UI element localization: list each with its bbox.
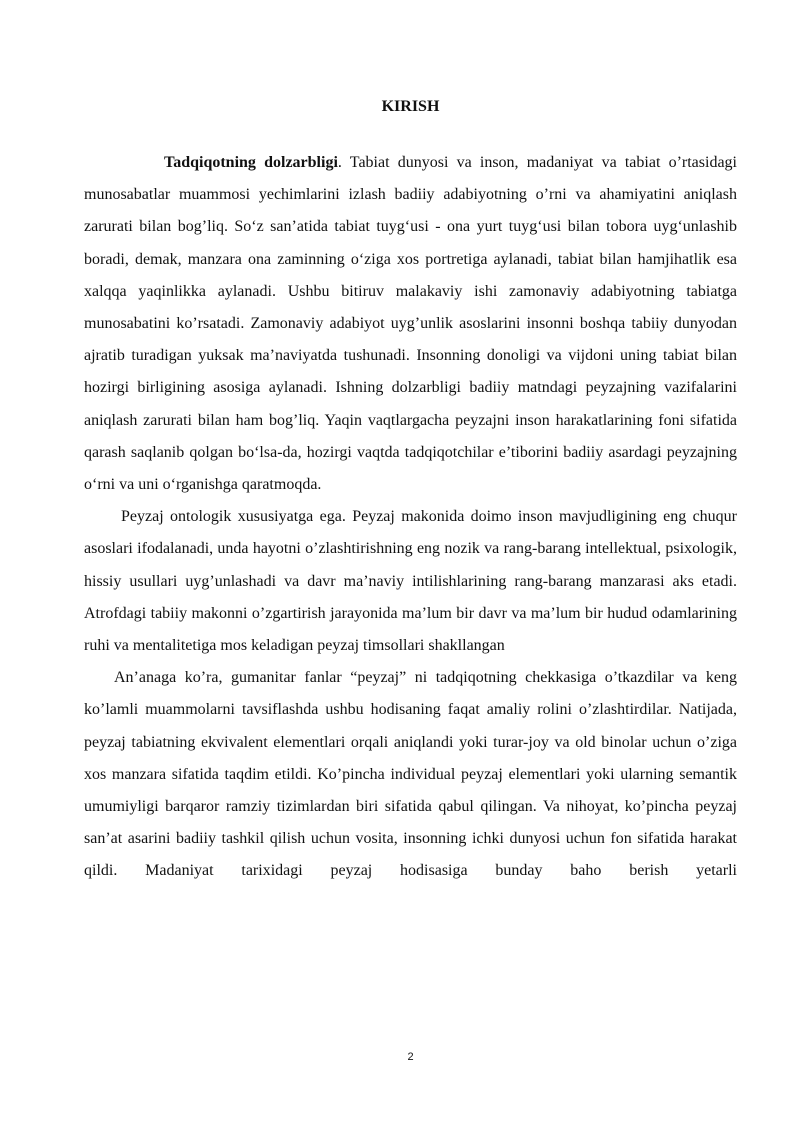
document-body (84, 147, 737, 888)
paragraph-text: Peyzaj ontologik xususiyatga ega. Peyzaj makonida doimo inson mavjudligining eng chuqur asoslari ifodalanadi, unda hayotni o’zlashtirishning eng nozik va rang-barang intellektual, psixologik, hissiy usullari uyg’unlashadi va davr ma’naviy intilishlarining rang-barang manzarasi aks etadi. Atrofdagi tabiiy makonni o’zgartirish jarayonida ma’lum bir davr va ma’lum bir hudud odamlarining ruhi va mentalitetiga mos keladigan peyzaj timsollari shakllangan (84, 508, 737, 655)
document-page (84, 0, 737, 1131)
paragraph-relevance (84, 147, 737, 501)
page-title: KIRISH (381, 98, 440, 115)
paragraph-ontology (84, 501, 737, 662)
paragraph-text: An’anaga ko’ra, gumanitar fanlar “peyzaj” ni tadqiqotning chekkasiga o’tkazdilar va keng ko’lamli muammolarni tavsiflashda ushbu hodisaning faqat amaliy rolini o’zlashtirdilar. Natijada, peyzaj tabiatning ekvivalent elementlari orqali aniqlandi yoki turar-joy va old binolar uchun o’ziga xos manzara sifatida taqdim etildi. Ko’pincha individual peyzaj elementlari yoki ularning semantik umumiyligi barqaror ramziy tizimlardan biri sifatida qabul qilingan. Va nihoyat, ko’pincha peyzaj san’at asarini badiiy tashkil qilish uchun vosita, insonning ichki dunyosi uchun fon sifatida harakat qildi. Madaniyat tarixidagi peyzaj hodisasiga bunday baho berish yetarli (84, 669, 737, 880)
page-number: 2 (407, 1051, 414, 1063)
inline-heading: Tadqiqotning dolzarbligi (164, 154, 338, 171)
paragraph-text: . Tabiat dunyosi va inson, madaniyat va tabiat o’rtasidagi munosabatlar muammosi yechimlarini izlash badiiy adabiyotning o’rni va ahamiyatini aniqlash zarurati bilan bog’liq. So‘z san’atida tabiat tuyg‘usi - ona yurt tuyg‘usi bilan tobora uyg‘unlashib boradi, demak, manzara ona zaminning o‘ziga xos portretiga aylanadi, tabiat bilan hamjihatlik esa xalqqa yaqinlikka aylanadi. Ushbu bitiruv malakaviy ishi zamonaviy adabiyotning tabiatga munosabatini ko’rsatadi. Zamonaviy adabiyot uyg’unlik asoslarini insonni boshqa tabiiy dunyodan ajratib turadigan yuksak ma’naviyatda tushunadi. Insonning donoligi va vijdoni uning tabiat bilan hozirgi birligining asosiga aylanadi. Ishning dolzarbligi badiiy matndagi peyzajning vazifalarini aniqlash zarurati bilan ham bog’liq. Yaqin vaqtlargacha peyzajni inson harakatlarining foni sifatida qarash saqlanib qolgan bo‘lsa-da, hozirgi vaqtda tadqiqotchilar e’tiborini badiiy asardagi peyzajning o‘rni va uni o‘rganishga qaratmoqda. (84, 154, 737, 494)
paragraph-tradition (84, 662, 737, 887)
